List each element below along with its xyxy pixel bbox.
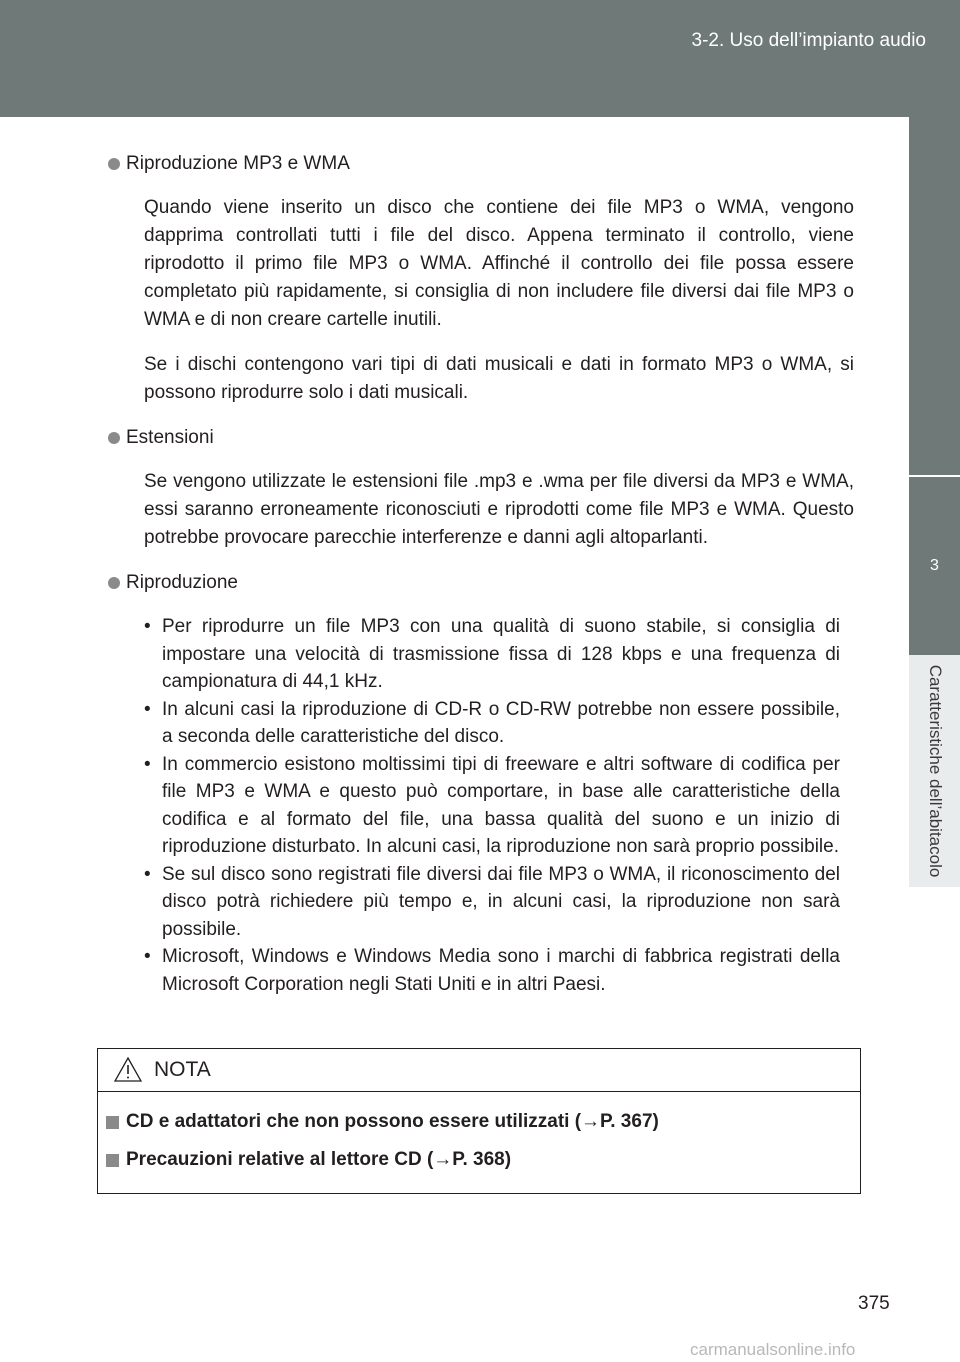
section-heading-extensions bbox=[108, 424, 854, 452]
square-bullet-icon bbox=[106, 1116, 119, 1129]
playback-list bbox=[126, 613, 854, 998]
chapter-number: 3 bbox=[930, 557, 939, 574]
note-item: CD e adattatori che non possono essere utilizzati (→P. 367) bbox=[106, 1111, 659, 1133]
side-tab-label bbox=[909, 655, 960, 887]
list-item: • In commercio esistono moltissimi tipi di freeware e altri software di codifica per file MP3 e WMA e questo può comportare, in base alle caratteristiche della codifica e al formato del file, una bassa qualità del suono e un inizio di riproduzione disturbato. In alcuni casi, la riproduzione non sarà proprio possibile. bbox=[144, 753, 840, 857]
page-header bbox=[0, 0, 960, 117]
paragraph: Se vengono utilizzate le estensioni file .mp3 e .wma per file diversi da MP3 e WMA, essi saranno erroneamente riconosciuti e riprodotti come file MP3 e WMA. Questo potrebbe provocare parecchie interferenze e danni agli altoparlanti. bbox=[144, 471, 854, 548]
bullet-icon bbox=[108, 432, 120, 444]
page-number: 375 bbox=[858, 1293, 890, 1314]
side-tab-number bbox=[909, 475, 960, 655]
square-bullet-icon bbox=[106, 1154, 119, 1167]
note-title: NOTA bbox=[154, 1058, 211, 1081]
note-item: Precauzioni relative al lettore CD (→P. 368) bbox=[106, 1149, 511, 1171]
watermark: carmanualsonline.info bbox=[690, 1340, 856, 1359]
main-content bbox=[126, 150, 854, 998]
list-item: • Microsoft, Windows e Windows Media sono i marchi di fabbrica registrati della Microsoft Corporation negli Stati Uniti e in altri Paesi. bbox=[144, 946, 840, 995]
heading-text: Riproduzione MP3 e WMA bbox=[126, 153, 350, 174]
section-heading-mp3 bbox=[108, 150, 854, 178]
heading-text: Estensioni bbox=[126, 427, 214, 448]
list-item: • Per riprodurre un file MP3 con una qualità di suono stabile, si consiglia di impostare una velocità di trasmissione fissa di 128 kbps e una frequenza di campionatura di 44,1 kHz. bbox=[144, 616, 840, 692]
bullet-icon bbox=[108, 158, 120, 170]
section-title: 3-2. Uso dell’impianto audio bbox=[691, 30, 926, 51]
note-header bbox=[98, 1049, 860, 1092]
side-tab-upper bbox=[909, 117, 960, 475]
paragraph: Se i dischi contengono vari tipi di dati musicali e dati in formato MP3 o WMA, si possono riprodurre solo i dati musicali. bbox=[144, 354, 854, 403]
chapter-label: Caratteristiche dell’abitacolo bbox=[925, 664, 945, 878]
bullet-icon bbox=[108, 577, 120, 589]
note-box bbox=[97, 1048, 861, 1194]
paragraph: Quando viene inserito un disco che contiene dei file MP3 o WMA, vengono dapprima controllati tutti i file del disco. Appena terminato il controllo, viene riprodotto il primo file MP3 o WMA. Affinché il controllo dei file possa essere completato più rapidamente, si consiglia di non includere file diversi dai file MP3 o WMA e di non creare cartelle inutili. bbox=[144, 197, 854, 330]
warning-icon bbox=[114, 1057, 142, 1082]
section-heading-playback bbox=[108, 569, 854, 597]
list-item: • In alcuni casi la riproduzione di CD-R o CD-RW potrebbe non essere possibile, a seconda delle caratteristiche del disco. bbox=[144, 698, 840, 747]
list-item: • Se sul disco sono registrati file diversi dai file MP3 o WMA, il riconoscimento del disco potrà richiedere più tempo e, in alcuni casi, la riproduzione non sarà possibile. bbox=[144, 863, 840, 940]
heading-text: Riproduzione bbox=[126, 572, 238, 593]
